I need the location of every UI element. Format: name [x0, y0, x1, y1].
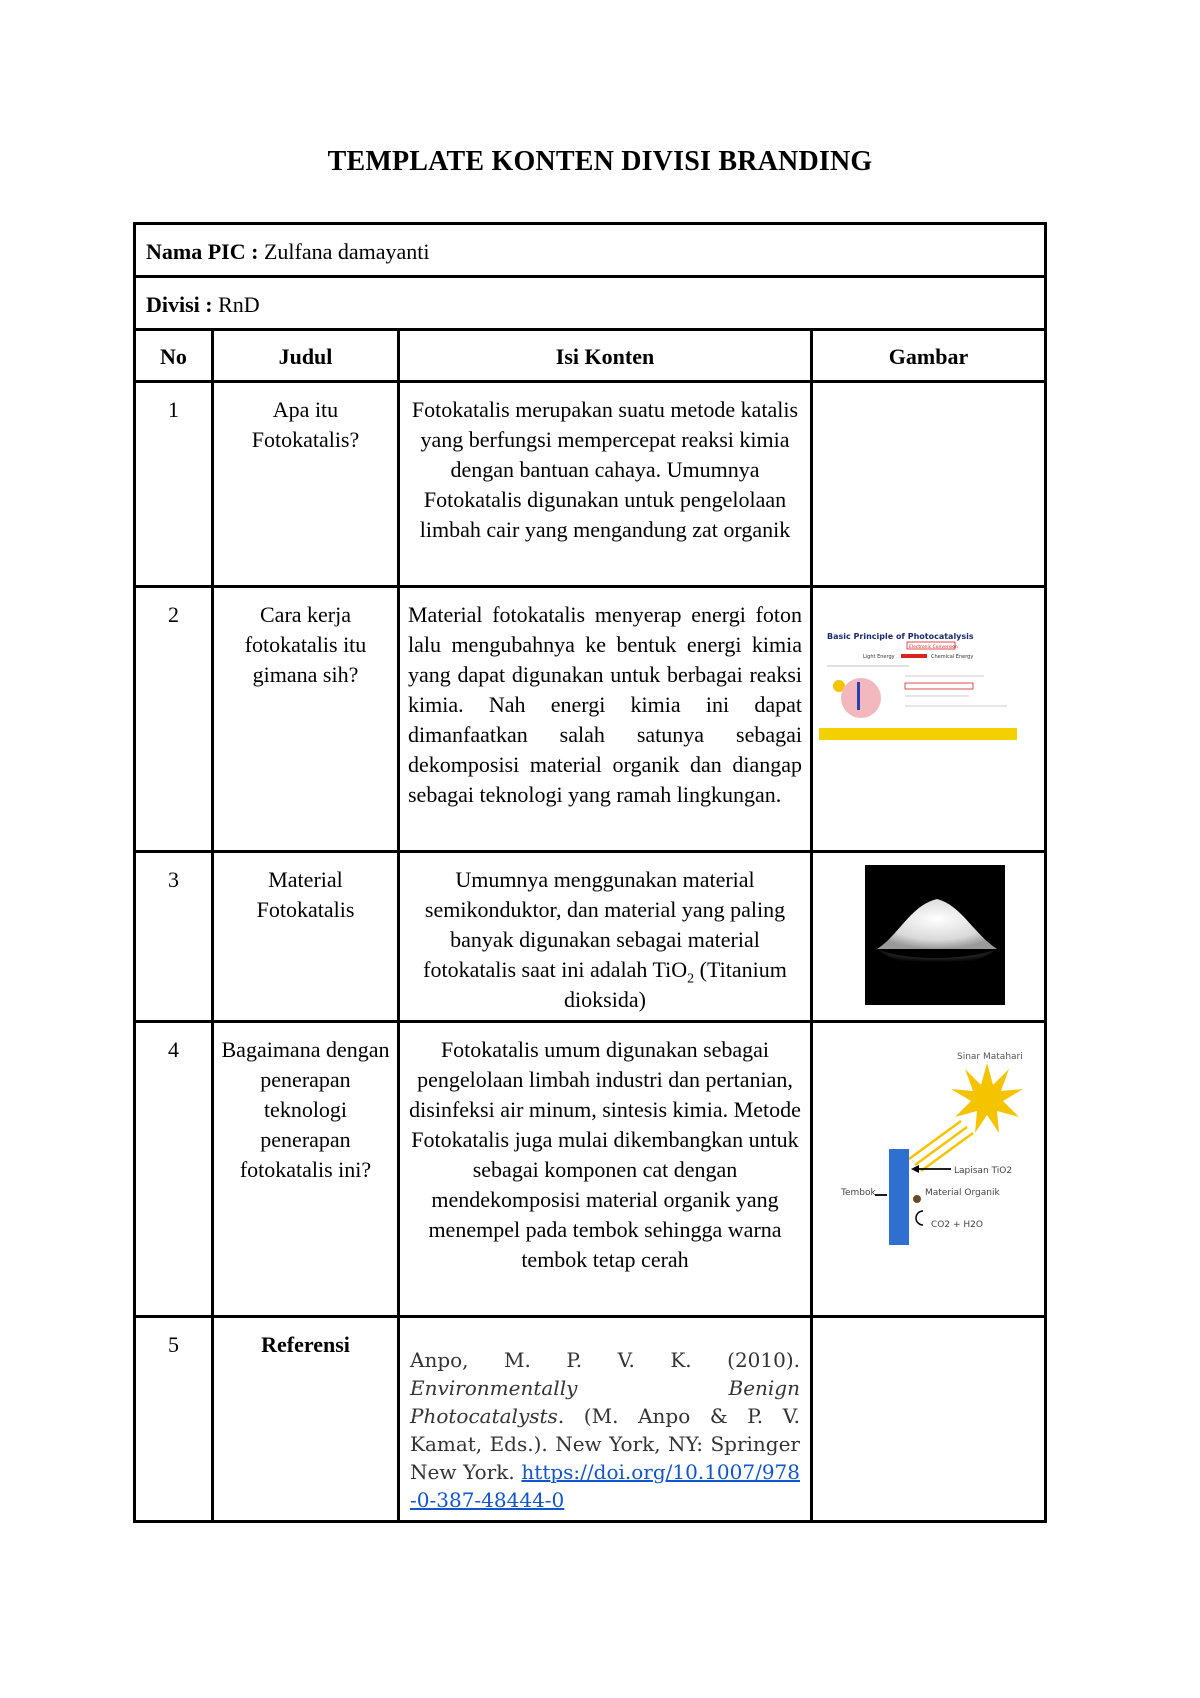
sun-icon — [951, 1063, 1023, 1133]
row-gambar — [812, 1022, 1046, 1317]
table-row — [135, 1022, 1046, 1317]
isi-tail: (Titanium dioksida) — [564, 957, 787, 1012]
reference-text — [400, 1318, 810, 1514]
organic-label: Material Organik — [925, 1188, 1000, 1198]
table-row — [135, 382, 1046, 587]
sun-label: Sinar Matahari — [957, 1052, 1023, 1062]
row-no: 5 — [135, 1317, 213, 1522]
row-no: 1 — [135, 382, 213, 587]
row-isi: Fotokatalis merupakan suatu metode katalis yang berfungsi mempercepat reaksi kimia dengan bantuan cahaya. Umumnya Fotokatalis digunakan untuk pengelolaan limbah cair yang mengandung zat organik — [399, 382, 812, 587]
row-gambar — [812, 852, 1046, 1022]
row-isi — [399, 852, 812, 1022]
divisi-cell — [135, 277, 1046, 330]
row-gambar-empty — [812, 1317, 1046, 1522]
slide-label-light: Light Energy — [863, 654, 895, 660]
header-no: No — [135, 330, 213, 382]
wall-block — [889, 1149, 909, 1245]
photocatalysis-slide-image — [819, 628, 1017, 746]
header-gambar: Gambar — [812, 330, 1046, 382]
row-isi — [399, 1317, 812, 1522]
row-isi: Fotokatalis umum digunakan sebagai pengelolaan limbah industri dan pertanian, disinfeksi air minum, sintesis kimia. Metode Fotokatalis juga mulai dikembangkan untuk sebagai komponen cat dengan mendekomposisi material organik yang menempel pada tembok sehingga warna tembok tetap cerah — [399, 1022, 812, 1317]
layer-label: Lapisan TiO2 — [954, 1166, 1013, 1176]
pic-value: Zulfana damayanti — [263, 239, 430, 264]
row-judul: Material Fotokatalis — [213, 852, 399, 1022]
ref-authors: Anpo, M. P. V. K. (2010). — [410, 1348, 800, 1372]
ref-rest: . (M. Anpo & P. V. Kamat, Eds.). New York, NY: Springer New York. — [410, 1404, 800, 1484]
row-gambar — [812, 587, 1046, 852]
row-judul: Bagaimana dengan penerapan teknologi penerapan fotokatalis ini? — [213, 1022, 399, 1317]
row-no: 4 — [135, 1022, 213, 1317]
isi-subscript: 2 — [687, 971, 695, 987]
divisi-label: Divisi : — [146, 292, 213, 317]
isi-main: Umumnya menggunakan material semikonduktor, dan material yang paling banyak digunakan sebagai material fotokatalis saat ini adalah TiO — [423, 867, 786, 982]
pic-cell — [135, 224, 1046, 277]
header-judul: Judul — [213, 330, 399, 382]
slide-label-conversion: Electronic Conversion — [909, 645, 958, 650]
coated-wall-diagram-image — [839, 1049, 1029, 1249]
reaction-arrow-icon — [916, 1211, 923, 1225]
pic-label: Nama PIC : — [146, 239, 259, 264]
table-row — [135, 1317, 1046, 1522]
row-judul: Apa itu Fotokatalis? — [213, 382, 399, 587]
product-label: CO2 + H2O — [931, 1220, 983, 1230]
titanium-dioxide-powder-image — [865, 865, 1005, 1005]
page-title: TEMPLATE KONTEN DIVISI BRANDING — [327, 146, 873, 177]
divisi-value: RnD — [218, 292, 260, 317]
header-row — [135, 330, 1046, 382]
particle-sphere — [841, 678, 881, 718]
row-judul: Cara kerja fotokatalis itu gimana sih? — [213, 587, 399, 852]
row-judul: Referensi — [213, 1317, 399, 1522]
wall-label: Tembok — [841, 1188, 876, 1198]
table-row — [135, 587, 1046, 852]
pic-row — [135, 224, 1046, 277]
divisi-row — [135, 277, 1046, 330]
slide-heading: Basic Principle of Photocatalysis — [827, 632, 974, 641]
row-no: 3 — [135, 852, 213, 1022]
content-table — [133, 222, 1047, 1523]
row-gambar-empty — [812, 382, 1046, 587]
ref-title: Environmentally Benign Photocatalysts — [410, 1376, 800, 1428]
header-isi: Isi Konten — [399, 330, 812, 382]
row-isi: Material fotokatalis menyerap energi foton lalu mengubahnya ke bentuk energi kimia yang dapat digunakan untuk berbagai reaksi kimia. Nah energi kimia ini dapat dimanfaatkan salah satunya sebagai dekomposisi material organik dan diangap sebagai teknologi yang ramah lingkungan. — [399, 587, 812, 852]
organic-particle — [913, 1195, 921, 1203]
ref-doi-link[interactable]: https://doi.org/10.1007/978-0-387-48444-0 — [410, 1460, 800, 1512]
slide-label-chemical: Chemical Energy — [931, 654, 974, 660]
row-no: 2 — [135, 587, 213, 852]
table-row — [135, 852, 1046, 1022]
